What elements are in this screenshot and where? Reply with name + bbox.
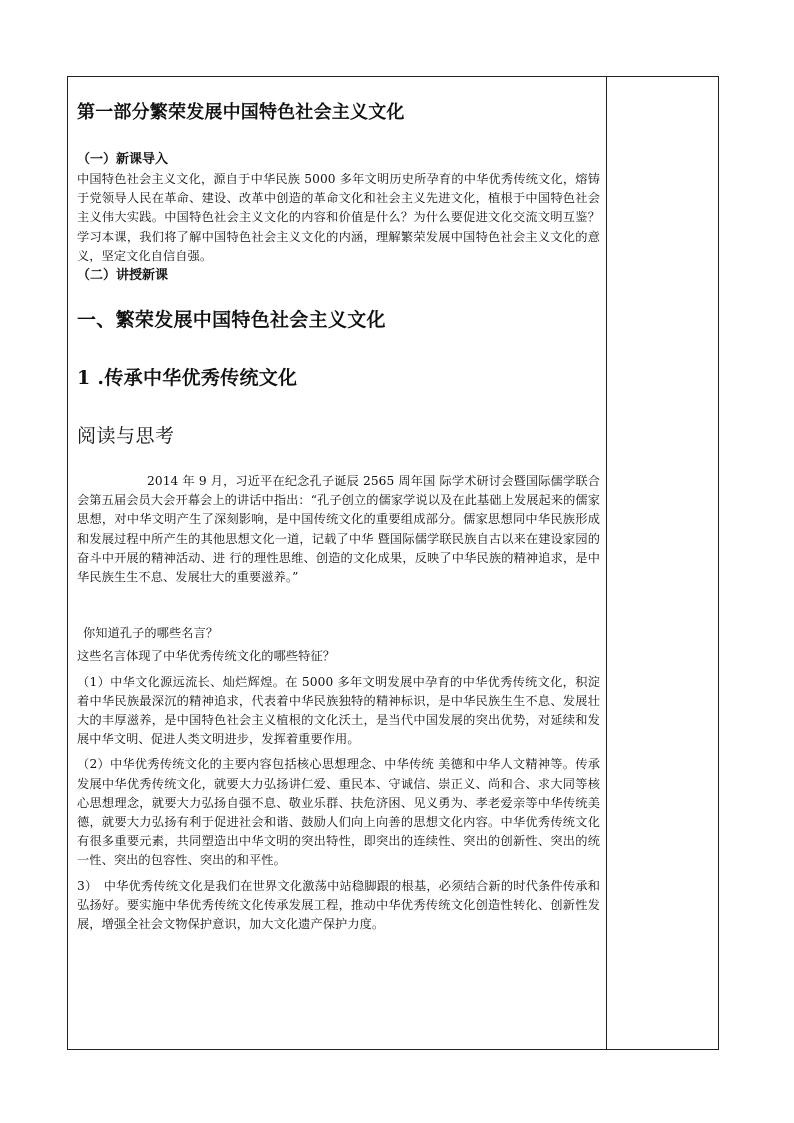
- question-two: 这些名言体现了中华优秀传统文化的哪些特征？: [77, 649, 336, 664]
- reading-heading: 阅读与思考: [77, 425, 175, 448]
- subsection-heading: 1 .传承中华优秀传统文化: [77, 367, 298, 390]
- answer-one: （1）中华文化源远流长、灿烂辉煌。在 5000 多年文明发展中孕育的中华优秀传统文化，积淀着中华民族最深沉的精神追求，代表着中华民族独特的精神标识，是中华民族生生不息、发展壮大的丰厚滋养，是中国特色社会主义植根的文化沃土，是当代中国发展的突出优势，对延续和发展中华文明、促进人类文明进步，发挥着重要作用。: [77, 674, 600, 747]
- answer-two: （2）中华优秀传统文化的主要内容包括核心思想理念、中华传统 美德和中华人文精神等。传承发展中华优秀传统文化，就要大力弘扬讲仁爱、重民本、守诚信、崇正义、尚和合、求大同等核心思想理念，就要大力弘扬自强不息、敬业乐群、扶危济困、见义勇为、孝老爱亲等中华传统美德，就要大力弘扬有利于促进社会和谐、鼓励人们向上向善的思想文化内容。中华优秀传统文化有很多重要元素，共同塑造出中华文明的突出特性，即突出的连续性、突出的创新性、突出的统一性、突出的包容性、突出的和平性。: [77, 757, 600, 868]
- lesson-table: [67, 76, 719, 1050]
- lesson-content-cell: [77, 101, 600, 934]
- part-one-heading: 一、繁荣发展中国特色社会主义文化: [77, 309, 386, 332]
- question-one: 你知道孔子的哪些名言？: [83, 626, 219, 641]
- intro-paragraph: 中国特色社会主义文化，源自于中华民族 5000 多年文明历史所孕育的中华优秀传统文化，熔铸于党领导人民在革命、建设、改革中创造的革命文化和社会主义先进文化，植根于中国特色社会主义伟大实践。中国特色社会主义文化的内容和价值是什么？为什么要促进文化交流文明互鉴？学习本课，我们将了解中国特色社会主义文化的内涵，理解繁荣发展中国特色社会主义文化的意义，坚定文化自信自强。: [77, 172, 600, 263]
- section-new-lesson-teaching-heading: （二）讲授新课: [77, 268, 169, 284]
- reading-paragraph: 2014 年 9 月，习近平在纪念孔子诞辰 2565 周年国 际学术研讨会暨国际儒学联合会第五届会员大会开幕会上的讲话中指出：“孔子创立的儒家学说以及在此基础上发展起来的儒家思想，对中华文明产生了深刻影响，是中国传统文化的重要组成部分。儒家思想同中华民族形成和发展过程中所产生的其他思想文化一道，记载了中华 暨国际儒学联民族自古以来在建设家园的奋斗中开展的精神活动、进 行的理性思维、创造的文化成果，反映了中华民族的精神追求，是中华民族生生不息、发展壮大的重要滋养。”: [77, 474, 600, 585]
- section-new-lesson-intro-heading: （一）新课导入: [77, 152, 169, 167]
- column-divider: [606, 77, 607, 1049]
- answer-three: 3） 中华优秀传统文化是我们在世界文化激荡中站稳脚跟的根基，必须结合新的时代条件传承和弘扬好。要实施中华优秀传统文化传承发展工程，推动中华优秀传统文化创造性转化、创新性发展，增强全社会文物保护意识，加大文化遗产保护力度。: [77, 878, 600, 932]
- page-title: 第一部分繁荣发展中国特色社会主义文化: [77, 102, 405, 123]
